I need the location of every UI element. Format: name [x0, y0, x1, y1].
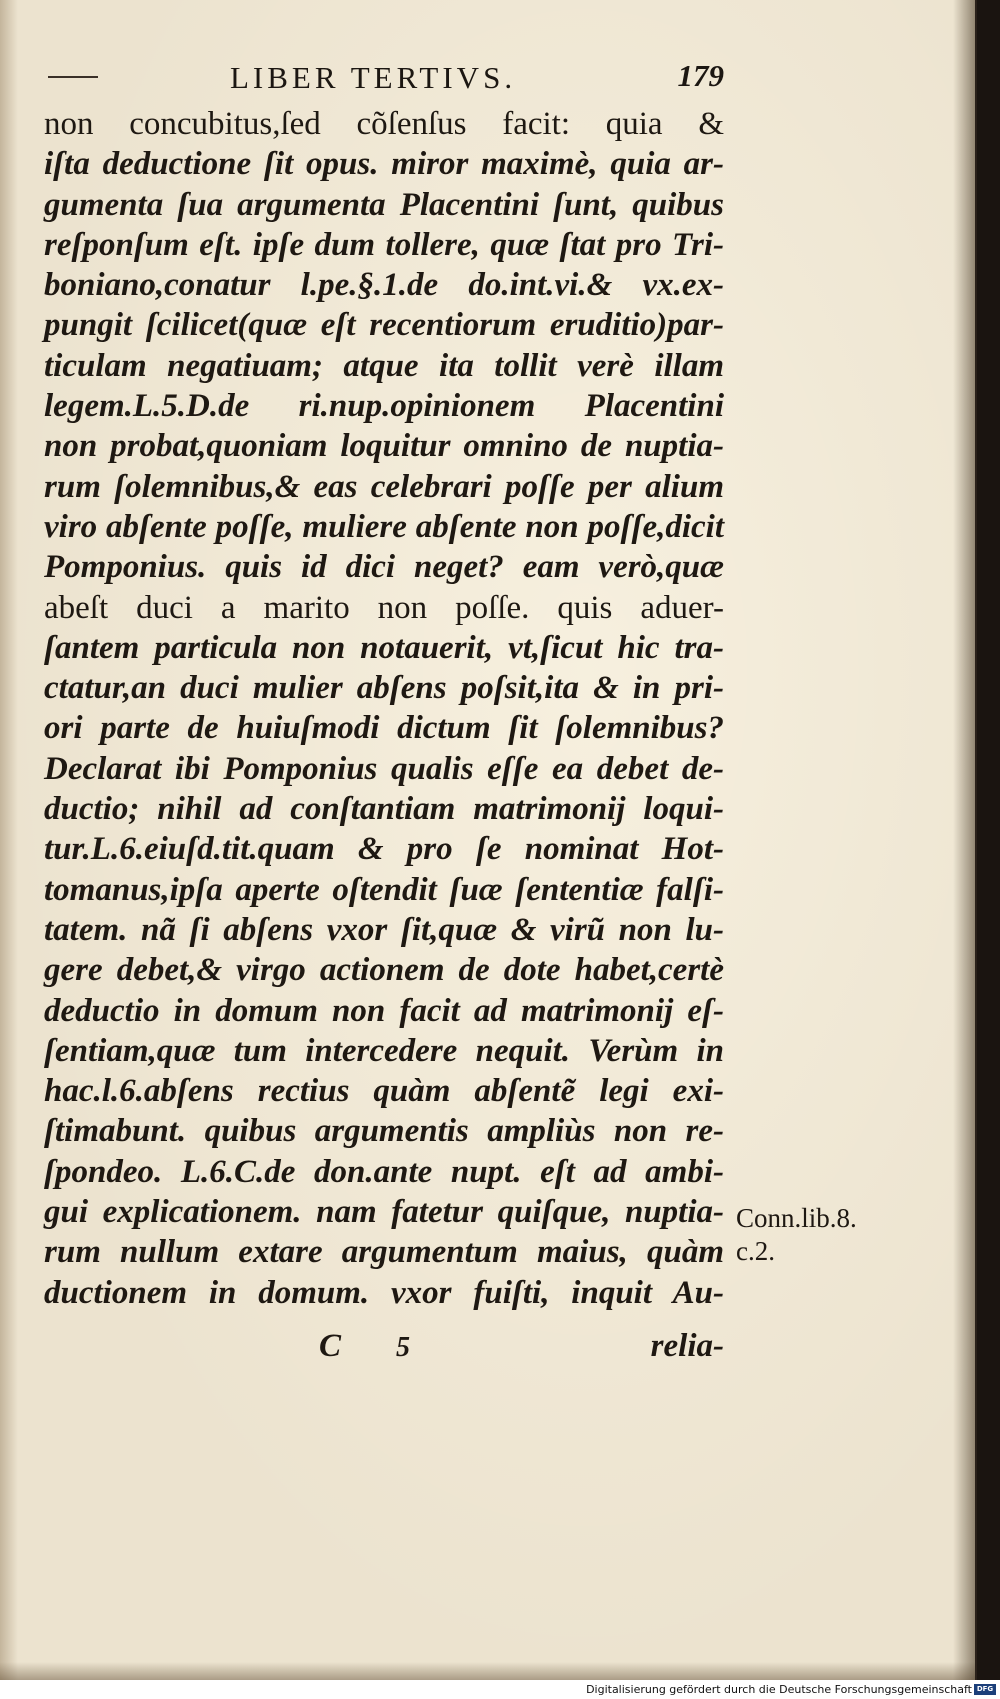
text-line: legem.L.5.D.de ri.nup.opinionem Placentini [44, 388, 724, 425]
header-rule [48, 76, 98, 78]
funding-credit: Digitalisierung gefördert durch die Deutsche Forschungsgemeinschaft [586, 1683, 972, 1696]
body-text [44, 104, 724, 1313]
page-header [40, 58, 724, 100]
text-line: gere debet,& virgo actionem de dote habet,certè [44, 952, 724, 989]
text-line: pungit ſcilicet(quæ eſt recentiorum eruditio)par- [44, 307, 724, 344]
text-line: Declarat ibi Pomponius qualis eſſe ea debet de- [44, 750, 724, 787]
text-line: ſantem particula non notauerit, vt,ſicut hic tra- [44, 629, 724, 666]
text-line: ductionem in domum. vxor fuiſti, inquit Au- [44, 1274, 724, 1311]
text-line: non concubitus,ſed cõſenſus facit: quia & [44, 106, 724, 142]
text-line: tatem. nã ſi abſens vxor ſit,quæ & virũ non lu- [44, 911, 724, 948]
text-line: gui explicationem. nam fatetur quiſque, nuptia- [44, 1194, 724, 1231]
text-line: deductio in domum non facit ad matrimonij eſ- [44, 992, 724, 1029]
signature-mark: C [319, 1328, 342, 1364]
marginal-note [736, 1202, 857, 1268]
text-line: reſponſum eſt. ipſe dum tollere, quæ ſtat pro Tri- [44, 226, 724, 263]
text-line: ſtimabunt. quibus argumentis ampliùs non re- [44, 1113, 724, 1150]
text-line: Pomponius. quis id dici neget? eam verò,quæ [44, 549, 724, 586]
marginal-note-line: c.2. [736, 1236, 775, 1266]
page-number: 179 [677, 58, 724, 93]
running-title: LIBER TERTIVS. [230, 60, 517, 95]
text-line: tur.L.6.eiuſd.tit.quam & pro ſe nominat Hot- [44, 831, 724, 868]
text-line: gumenta ſua argumenta Placentini ſunt, quibus [44, 186, 724, 223]
marginal-note-line: Conn.lib.8. [736, 1203, 857, 1233]
text-line: ſpondeo. L.6.C.de don.ante nupt. eſt ad ambi- [44, 1153, 724, 1190]
text-line: abeſt duci a marito non poſſe. quis aduer- [44, 589, 724, 626]
text-line: non probat,quoniam loquitur omnino de nuptia- [44, 428, 724, 465]
text-line: rum nullum extare argumentum maius, quàm [44, 1234, 724, 1271]
text-line: ticulam negatiuam; atque ita tollit verè illam [44, 347, 724, 384]
dfg-logo-icon: DFG [974, 1684, 996, 1695]
text-line: ctatur,an duci mulier abſens poſsit,ita & in pri- [44, 670, 724, 707]
text-line: tomanus,ipſa aperte oſtendit ſuæ ſententiæ falſi- [44, 871, 724, 908]
text-line: hac.l.6.abſens rectius quàm abſentẽ legi exi- [44, 1073, 724, 1110]
text-line: ori parte de huiuſmodi dictum ſit ſolemnibus? [44, 710, 724, 747]
signature-line [44, 1328, 724, 1368]
text-line: boniano,conatur l.pe.§.1.de do.int.vi.& vx.ex- [44, 267, 724, 304]
text-line: viro abſente poſſe, muliere abſente non poſſe,dicit [44, 508, 724, 545]
text-line: ductio; nihil ad conſtantiam matrimonij loqui- [44, 791, 724, 828]
text-line: ſentiam,quæ tum intercedere nequit. Verùm in [44, 1032, 724, 1069]
text-line: iſta deductione ſit opus. miror maximè, quia ar- [44, 146, 724, 183]
digitization-footer [0, 1680, 1000, 1699]
catchword: relia- [650, 1328, 724, 1364]
signature-number: 5 [396, 1332, 410, 1363]
text-line: rum ſolemnibus,& eas celebrari poſſe per alium [44, 468, 724, 505]
